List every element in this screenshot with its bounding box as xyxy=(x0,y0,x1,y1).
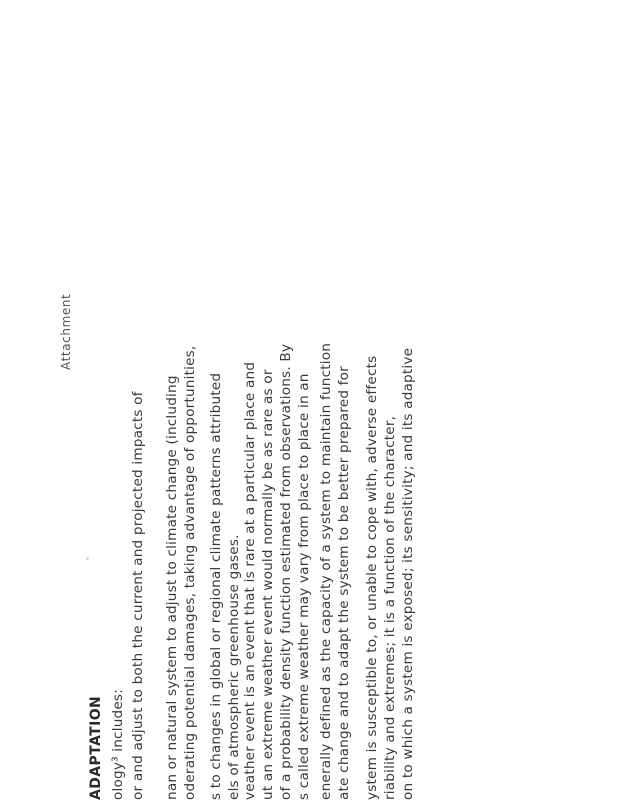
body-line: ology³ includes: xyxy=(110,689,126,800)
body-line: riability and extremes; it is a function of the character, xyxy=(382,415,398,800)
body-line: of a probability density function estimated from observations. By xyxy=(278,343,294,800)
body-line: s called extreme weather may vary from place to place in an xyxy=(296,373,312,800)
body-line: ut an extreme weather event would normally be as rare as or xyxy=(260,369,276,800)
body-line: s to changes in global or regional climate patterns attributed xyxy=(208,372,224,800)
scan-speck xyxy=(86,557,89,560)
body-line: veather event is an event that is rare at a particular place and xyxy=(242,361,258,800)
body-line: or and adjust to both the current and projected impacts of xyxy=(130,391,146,800)
body-line: nan or natural system to adjust to climate change (including xyxy=(164,375,180,800)
body-line: enerally defined as the capacity of a system to maintain function xyxy=(318,342,334,800)
body-line: ate change and to adapt the system to be better prepared for xyxy=(336,366,352,800)
body-line: els of atmospheric greenhouse gases. xyxy=(226,534,242,800)
body-line: on to which a system is exposed; its sensitivity; and its adaptive xyxy=(400,347,416,800)
section-title: ADAPTATION xyxy=(88,695,104,800)
attachment-header: Attachment xyxy=(59,293,73,370)
body-line: ystem is susceptible to, or unable to cope with, adverse effects xyxy=(364,355,380,800)
body-line: oderating potential damages, taking advantage of opportunities, xyxy=(182,345,198,800)
